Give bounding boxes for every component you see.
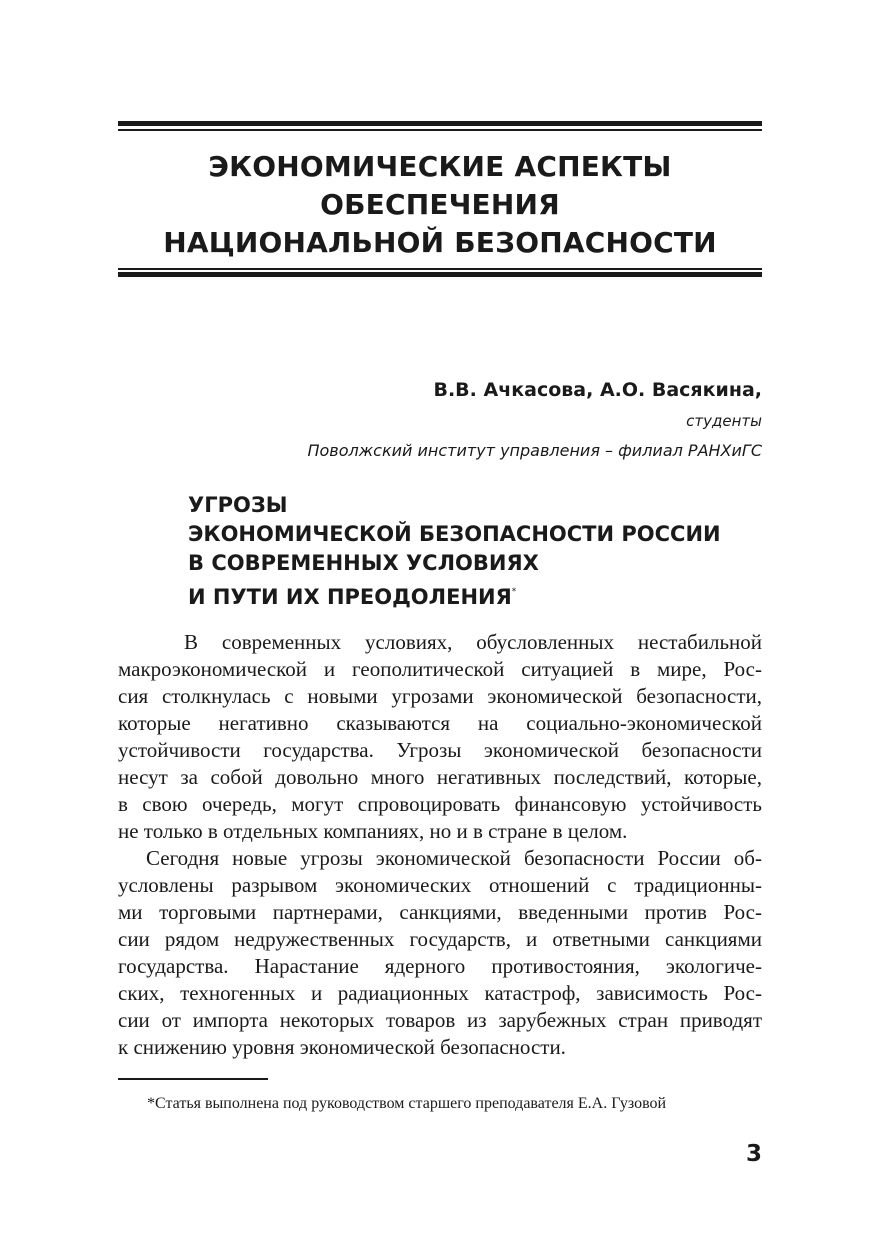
text-line: устойчивости государства. Угрозы экономической безопасности [118,738,762,762]
text-line: сии от импорта некоторых товаров из зарубежных стран приводят [118,1008,762,1032]
article-title-line: В СОВРЕМЕННЫХ УСЛОВИЯХ [188,551,539,575]
article-title [188,491,768,612]
text-line: В современных условиях, обусловленных нестабильной [184,630,762,654]
footnote: *Статья выполнена под руководством старшего преподавателя Е.А. Гузовой [147,1095,667,1112]
text-line: сии рядом недружественных государств, и ответными санкциями [118,927,762,951]
section-title-line: ОБЕСПЕЧЕНИЯ [320,188,560,221]
authors: В.В. Ачкасова, А.О. Васякина, [433,379,762,401]
article-title-line: ЭКОНОМИЧЕСКОЙ БЕЗОПАСНОСТИ РОССИИ [188,522,721,546]
text-line: к снижению уровня экономической безопасности. [118,1035,566,1059]
text-line: государства. Нарастание ядерного противостояния, экологиче- [118,954,762,978]
article-title-line: УГРОЗЫ [188,493,288,517]
page-number: 3 [745,1141,762,1167]
article-title-line: И ПУТИ ИХ ПРЕОДОЛЕНИЯ [188,585,512,609]
text-line: не только в отдельных компаниях, но и в стране в целом. [118,819,628,843]
paragraph [118,845,762,1061]
footnote-marker: * [511,587,517,597]
section-top-rule [118,121,762,131]
author-role: студенты [686,412,762,430]
text-line: макроэкономической и геополитической ситуацией в мире, Рос- [118,657,762,681]
text-line: ми торговыми партнерами, санкциями, введенными против Рос- [118,900,762,924]
text-line: Сегодня новые угрозы экономической безопасности России об- [146,846,762,870]
text-line: которые негативно сказываются на социально-экономической [118,711,762,735]
article-body [118,629,762,1061]
text-line: ских, техногенных и радиационных катастроф, зависимость Рос- [118,981,762,1005]
paragraph [118,629,762,845]
affiliation: Поволжский институт управления – филиал РАНХиГС [307,441,762,460]
section-title [118,148,762,262]
text-line: несут за собой довольно много негативных последствий, которые, [118,765,762,789]
text-line: в свою очередь, могут спровоцировать финансовую устойчивость [118,792,762,816]
section-title-line: ЭКОНОМИЧЕСКИЕ АСПЕКТЫ [208,150,672,183]
footnote-separator [118,1078,268,1080]
section-title-line: НАЦИОНАЛЬНОЙ БЕЗОПАСНОСТИ [163,226,717,259]
text-line: условлены разрывом экономических отношений с традиционны- [118,873,762,897]
section-bottom-rule [118,268,762,278]
article-title-line-last [188,578,768,612]
text-line: сия столкнулась с новыми угрозами экономической безопасности, [118,684,762,708]
